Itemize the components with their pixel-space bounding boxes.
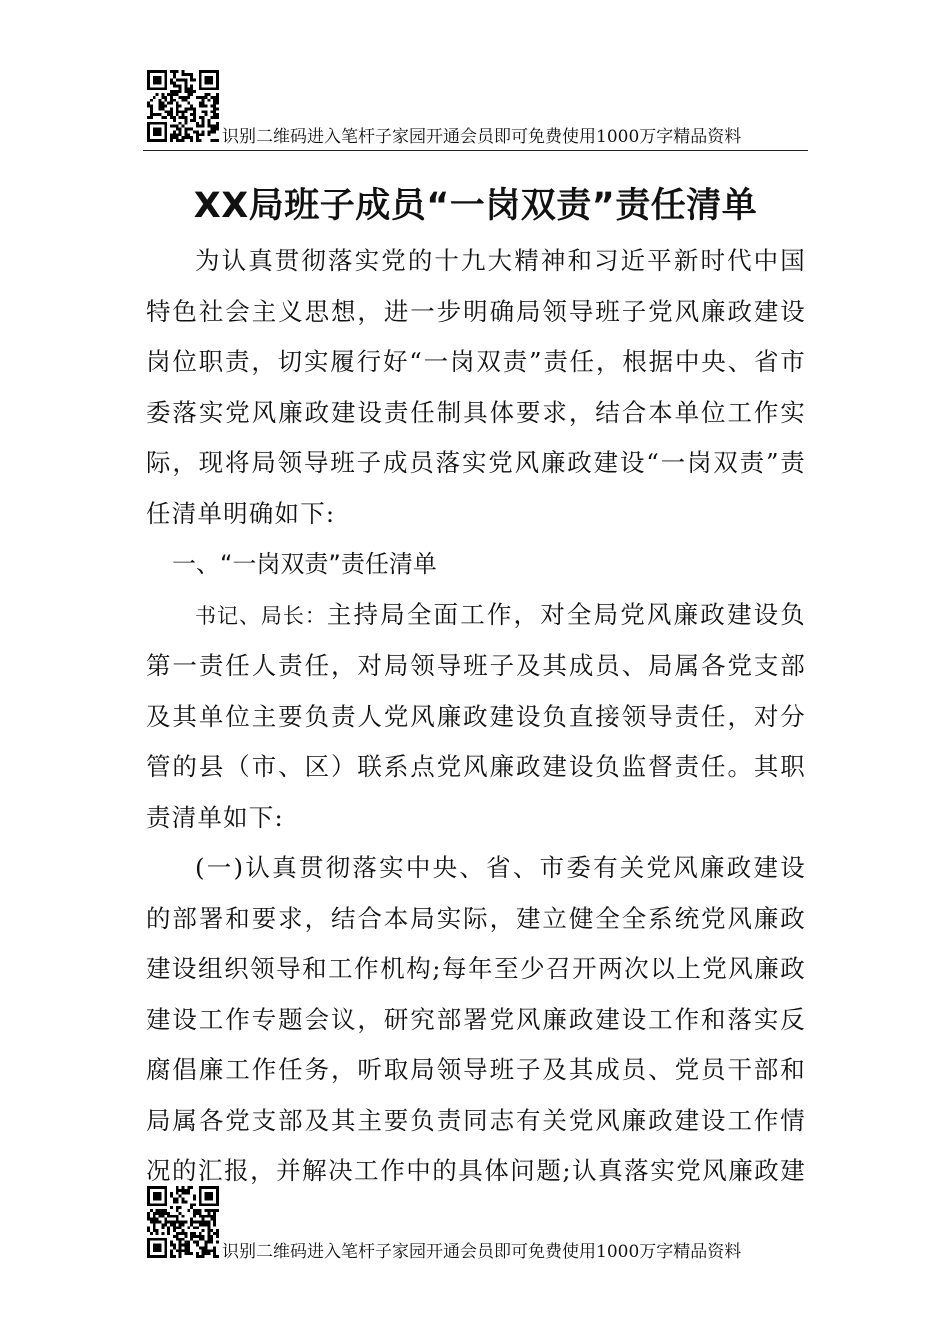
footer-banner: 识别二维码进入笔杆子家园开通会员即可免费使用1000万字精品资料 xyxy=(222,1242,742,1262)
header-banner: 识别二维码进入笔杆子家园开通会员即可免费使用1000万字精品资料 xyxy=(222,127,742,147)
item-paragraph: (一)认真贯彻落实中央、省、市委有关党风廉政建设的部署和要求，结合本局实际，建立健全全系统党风廉政建设组织领导和工作机构;每年至少召开两次以上党风廉政建设工作专题会议，研究部署党风廉政建设工作和落实反腐倡廉工作任务，听取局领导班子及其成员、党员干部和局属各党支部及其主要负责同志有关党风廉政建设工作情况的汇报，并解决工作中的具体问题;认真落实党风廉政建 xyxy=(146,853,806,1185)
document-body xyxy=(146,236,806,1247)
intro-paragraph: 为认真贯彻落实党的十九大精神和习近平新时代中国特色社会主义思想，进一步明确局领导班子党风廉政建设岗位职责，切实履行好“一岗双责”责任，根据中央、省市委落实党风廉政建设责任制具体要求，结合本单位工作实际，现将局领导班子成员落实党风廉政建设“一岗双责”责任清单明确如下: xyxy=(146,246,806,528)
qr-code-icon xyxy=(147,1186,219,1258)
document-title: XX局班子成员“一岗双责”责任清单 xyxy=(193,186,758,227)
qr-code-icon xyxy=(147,70,219,142)
section-heading: 一、“一岗双责”责任清单 xyxy=(172,550,437,578)
role-label: 书记、局长： xyxy=(195,603,327,628)
header-rule xyxy=(143,150,808,151)
role-text: 主持局全面工作，对全局党风廉政建设负第一责任人责任，对局领导班子及其成员、局属各党支部及其单位主要负责人党风廉政建设负直接领导责任，对分管的县（市、区）联系点党风廉政建设负监督责任。其职责清单如下: xyxy=(146,599,806,832)
role-paragraph xyxy=(146,590,806,844)
